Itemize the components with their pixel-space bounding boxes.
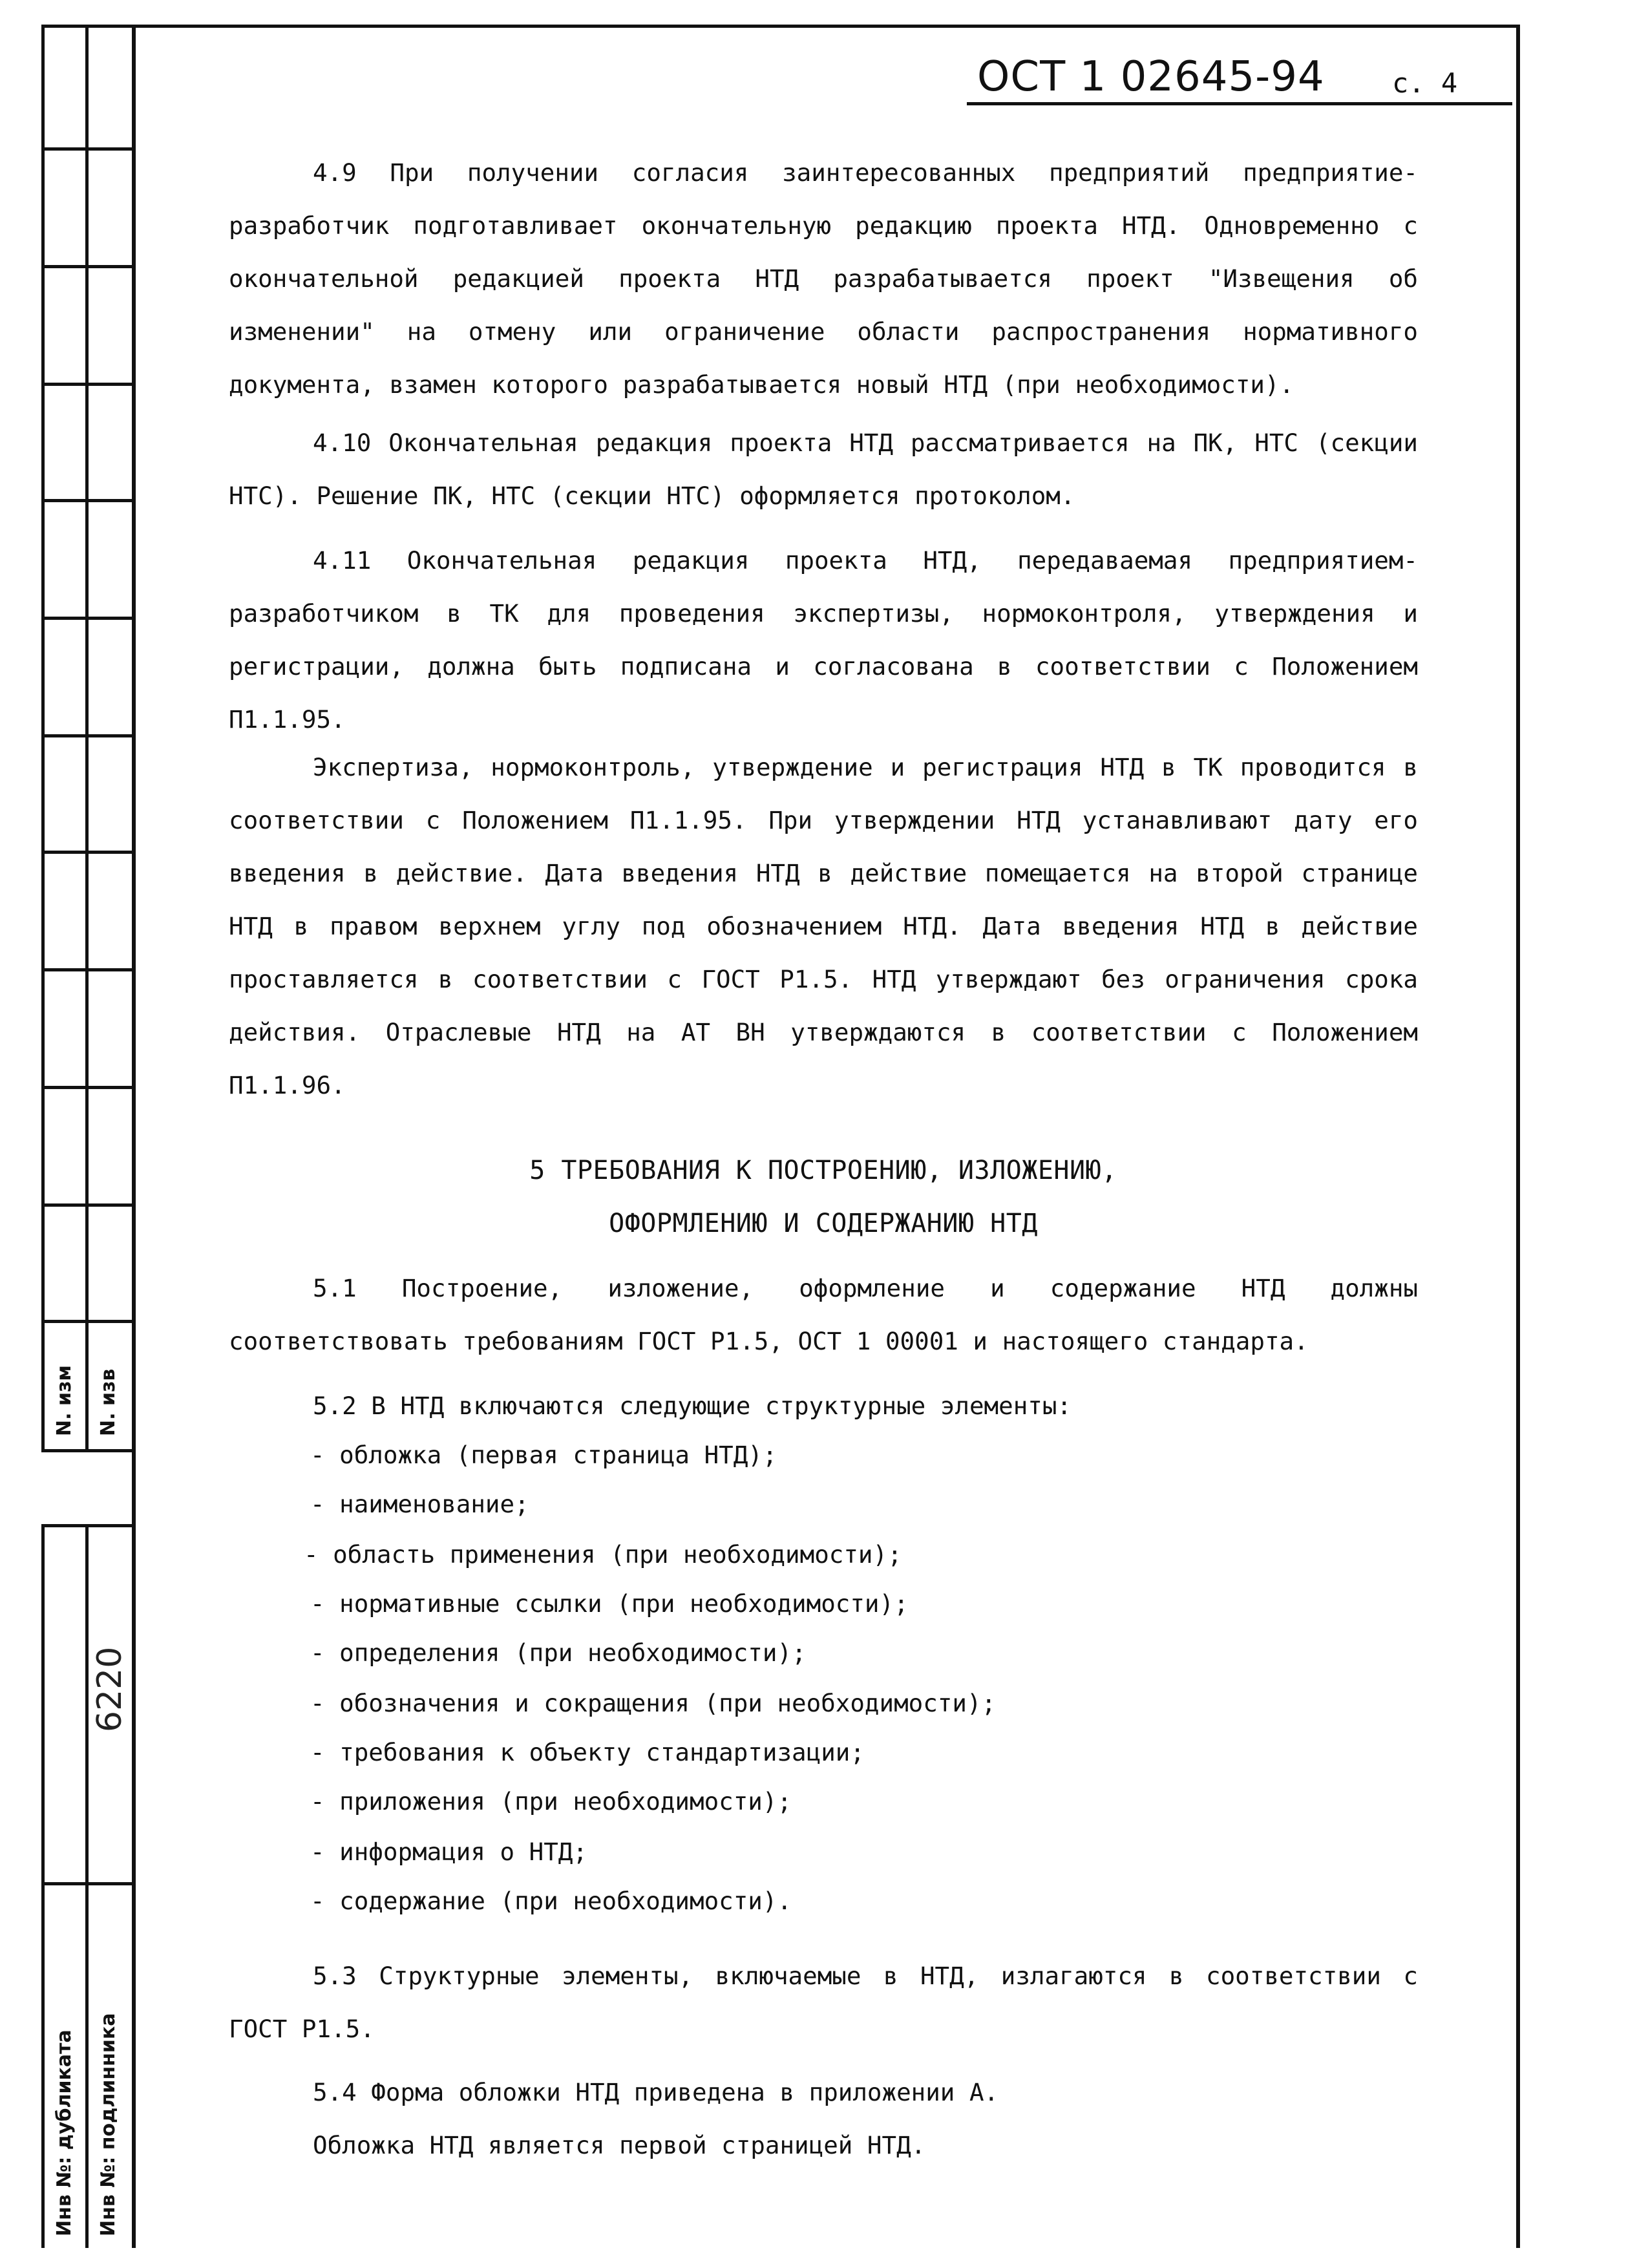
stub-notice-no: N. изв	[97, 1368, 120, 1436]
list-item: - область применения (при необходимости);	[304, 1540, 902, 1569]
paragraph-5-4-cover: Обложка НТД является первой страницей НТД.	[313, 2131, 926, 2159]
paragraph-4-11: 4.11 Окончательная редакция проекта НТД, передаваемая предприятием-разработчиком в ТК для проведения экспертизы, нормоконтроля, утверждения и регистрации, должна быть подписана и согласована в соответствии с Положением П1.1.95.	[229, 546, 1418, 734]
stub-inv-duplicate: Инв №: дубликата	[53, 2030, 76, 2236]
list-item: - наименование;	[310, 1490, 529, 1518]
stub-inv-original: Инв №: подлинника	[97, 2013, 120, 2236]
page-frame-top	[132, 25, 1520, 28]
section-5-heading-line1: 5 ТРЕБОВАНИЯ К ПОСТРОЕНИЮ, ИЗЛОЖЕНИЮ,	[529, 1156, 1117, 1185]
list-item: - определения (при необходимости);	[310, 1638, 807, 1667]
list-item: - требования к объекту стандартизации;	[310, 1738, 865, 1766]
paragraph-4-10: 4.10 Окончательная редакция проекта НТД рассматривается на ПК, НТС (секции НТС). Решение ПК, НТС (секции НТС) оформляется протоколом.	[229, 429, 1418, 510]
paragraph-5-3: 5.3 Структурные элементы, включаемые в НТД, излагаются в соответствии с ГОСТ Р1.5.	[229, 1962, 1418, 2043]
paragraph-4-11-expertise: Экспертиза, нормоконтроль, утверждение и регистрация НТД в ТК проводится в соответствии с Положением П1.1.95. При утверждении НТД устанавливают дату его введения в действие. Дата введения НТД в действие помещается на второй странице НТД в правом верхнем углу под обозначением НТД. Дата введения НТД в действие проставляется в соответствии с ГОСТ Р1.5. НТД утверждают без ограничения срока действия. Отраслевые НТД на АТ ВН утверждаются в соответствии с Положением П1.1.96.	[229, 753, 1418, 1099]
list-item: - обозначения и сокращения (при необходимости);	[310, 1689, 997, 1717]
paragraph-5-2: 5.2 В НТД включаются следующие структурные элементы:	[313, 1392, 1072, 1420]
list-item: - информация о НТД;	[310, 1838, 587, 1866]
page-number: с. 4	[1392, 67, 1458, 99]
paragraph-5-4: 5.4 Форма обложки НТД приведена в приложении А.	[313, 2078, 999, 2106]
paragraph-4-9: 4.9 При получении согласия заинтересованных предприятий предприятие-разработчик подготавливает окончательную редакцию проекта НТД. Одновременно с окончательной редакцией проекта НТД разрабатывается проект "Извещения об изменении" на отмену или ограничение области распространения нормативного документа, взамен которого разрабатывается новый НТД (при необходимости).	[229, 158, 1418, 399]
document-code: ОСТ 1 02645-94	[977, 53, 1325, 101]
section-5-heading-line2: ОФОРМЛЕНИЮ И СОДЕРЖАНИЮ НТД	[609, 1209, 1038, 1238]
page-frame-left	[132, 25, 136, 2248]
list-item: - обложка (первая страница НТД);	[310, 1441, 777, 1469]
list-item: - приложения (при необходимости);	[310, 1787, 792, 1816]
paragraph-5-1: 5.1 Построение, изложение, оформление и содержание НТД должны соответствовать требованиям ГОСТ Р1.5, ОСТ 1 00001 и настоящего стандарта.	[229, 1274, 1418, 1355]
list-item: - нормативные ссылки (при необходимости);	[310, 1589, 909, 1618]
stub-change-no: N. изм	[53, 1365, 76, 1436]
header-rule	[967, 102, 1512, 105]
page-frame-right	[1516, 25, 1520, 2248]
list-item: - содержание (при необходимости).	[310, 1887, 792, 1915]
stub-inventory-number: 6220	[90, 1646, 129, 1732]
